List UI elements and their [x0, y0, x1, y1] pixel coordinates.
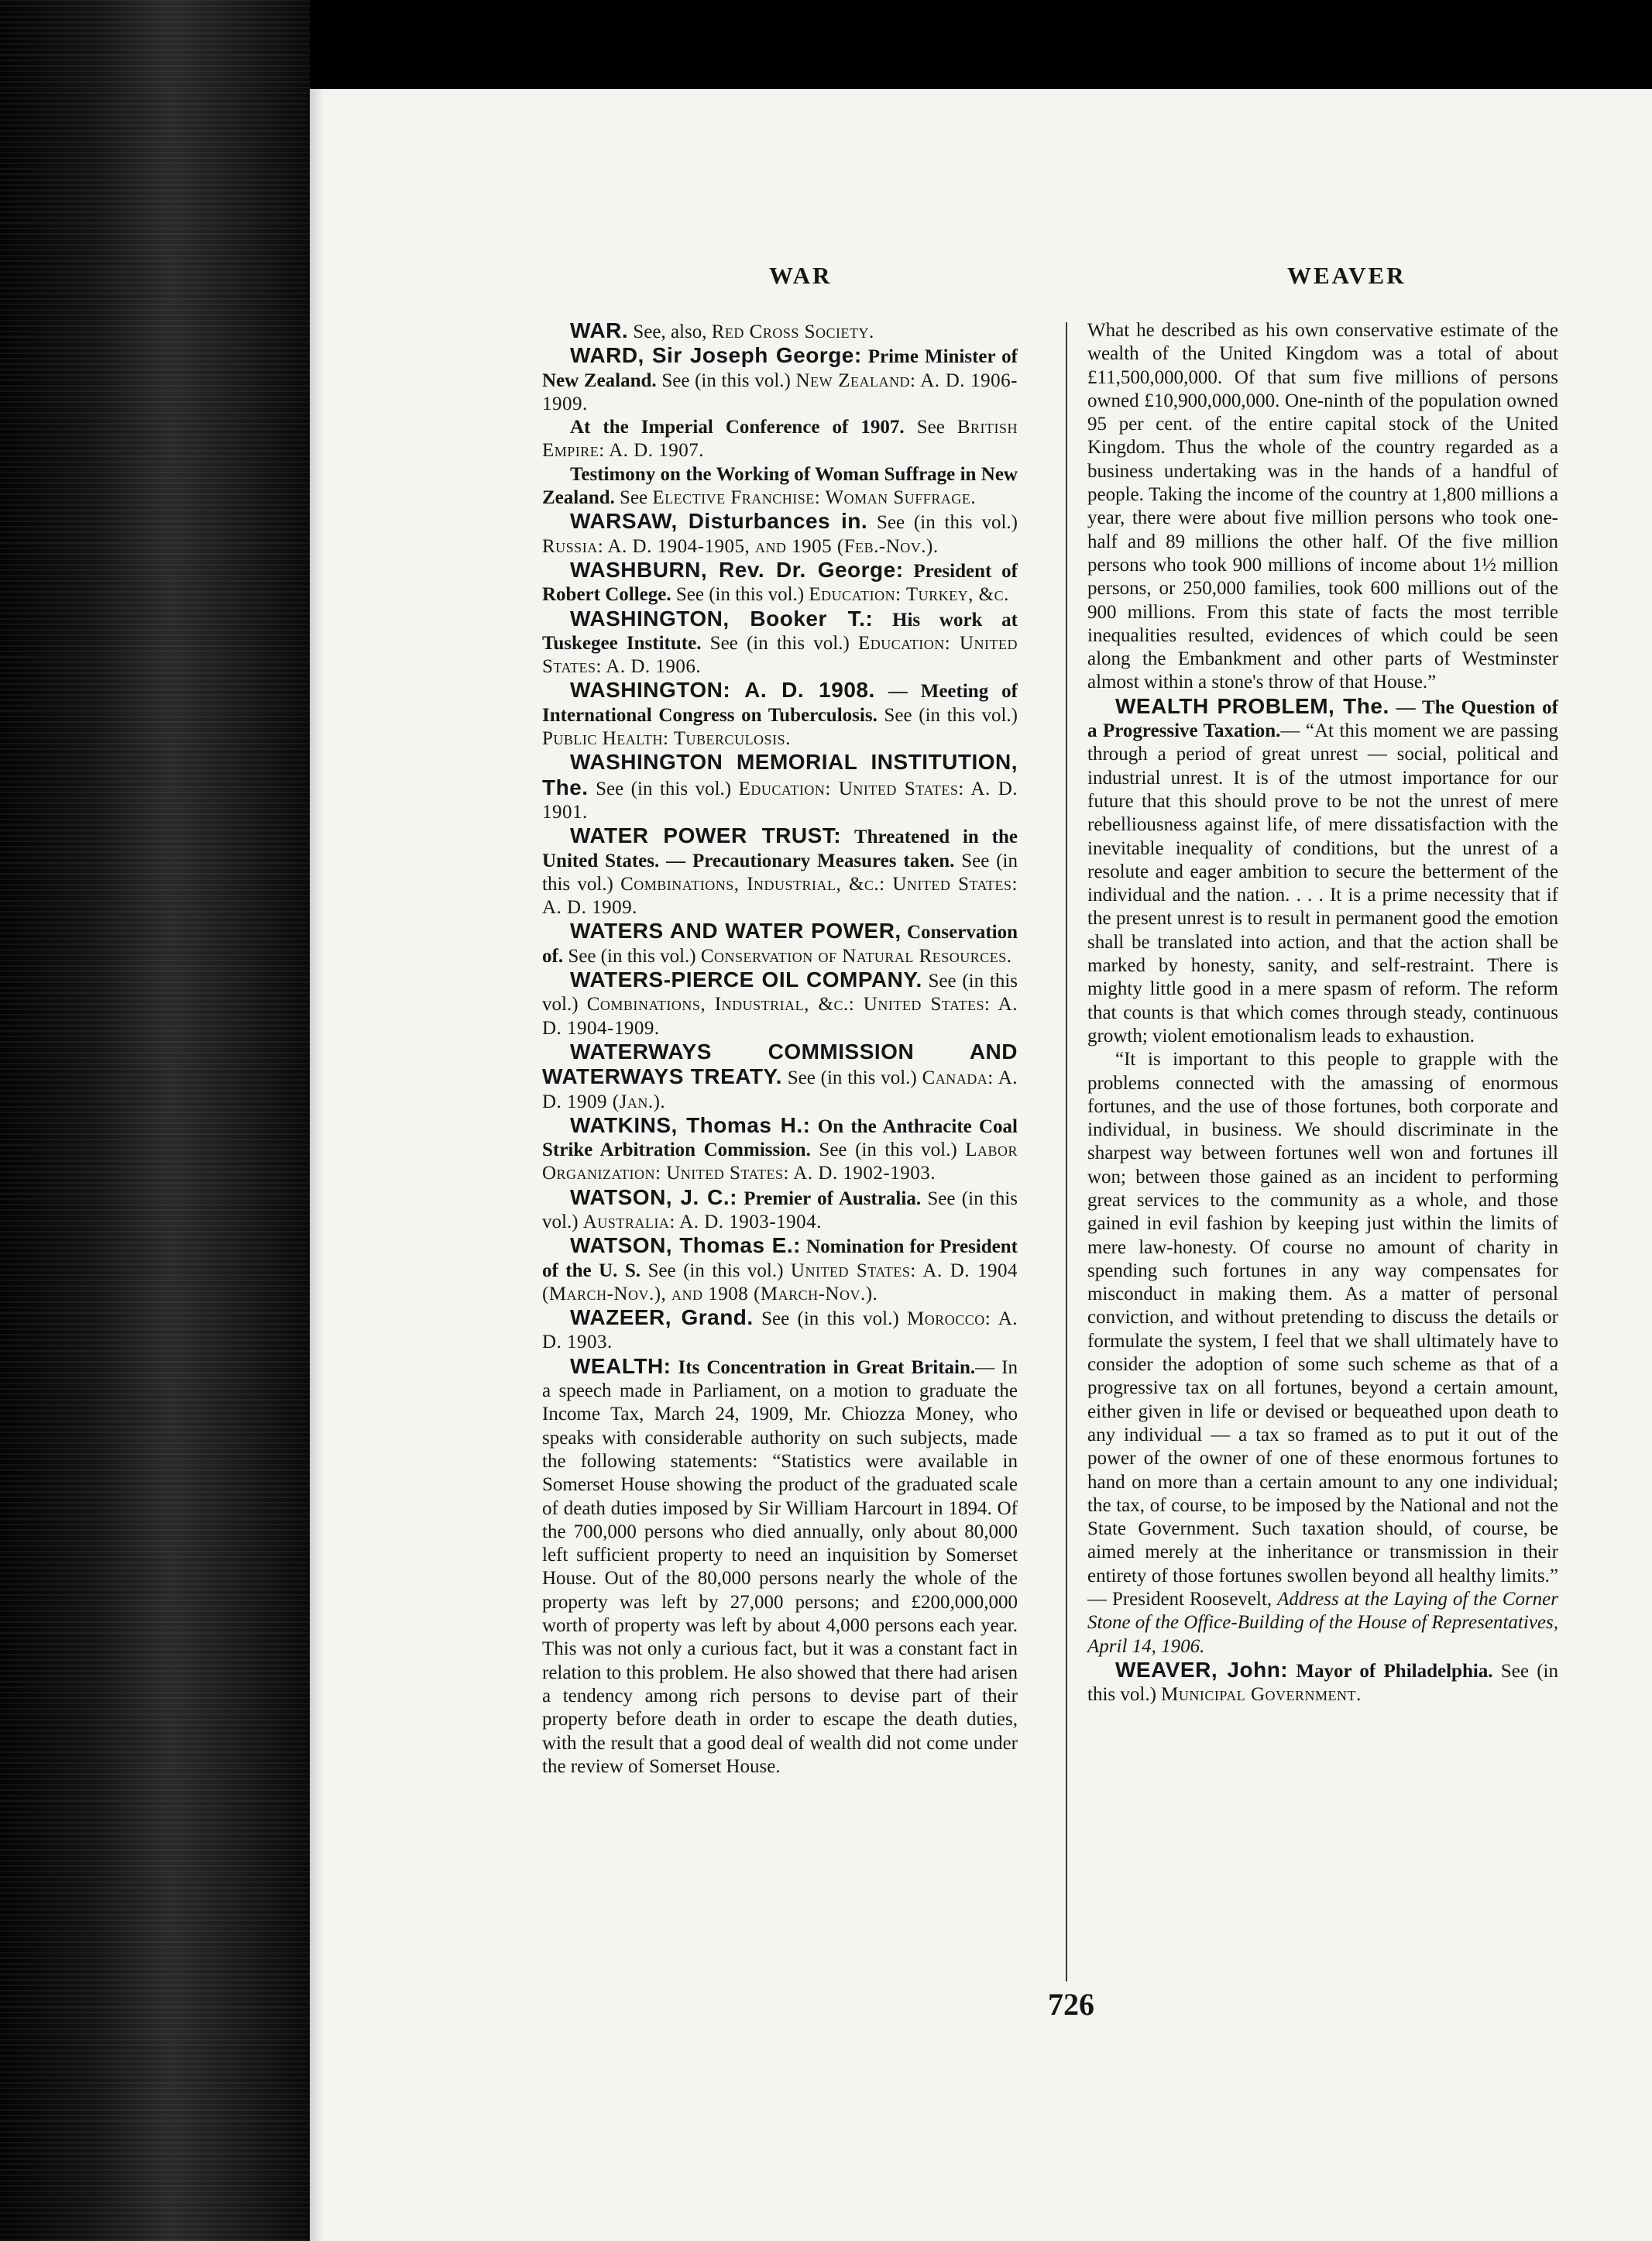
entry-wazeer: WAZEER, Grand. See (in this vol.) Morocco: A. D. 1903. [542, 1305, 1018, 1353]
entry-watkins: WATKINS, Thomas H.: On the Anthracite Coal Strike Arbitration Commission. See (in this vol.) Labor Organization: United States: A. D. 1902-1903. [542, 1112, 1018, 1184]
entry-ward-imperial-conference: At the Imperial Conference of 1907. See British Empire: A. D. 1907. [542, 417, 1018, 462]
scan-dark-margin-texture [0, 0, 310, 2241]
entry-waters-water-power: WATERS AND WATER POWER, Conservation of. See (in this vol.) Conservation of Natural Resources. [542, 919, 1018, 967]
entry-washington-1908: WASHINGTON: A. D. 1908. — Meeting of International Congress on Tuberculosis. See (in this vol.) Public Health: Tuberculosis. [542, 678, 1018, 750]
column-divider [1066, 322, 1067, 1981]
entry-watson-thomas: WATSON, Thomas E.: Nomination for President of the U. S. See (in this vol.) United States: A. D. 1904 (March-Nov.), and 1908 (March-Nov.). [542, 1233, 1018, 1304]
entry-ward: WARD, Sir Joseph George: Prime Minister of New Zealand. See (in this vol.) New Zealand: A. D. 1906-1909. [542, 343, 1018, 414]
entry-wealth-continued: What he described as his own conservative estimate of the wealth of the United Kingdom was a total of about £11,500,000,000. Of that sum five millions of persons owned £10,900,000,000. One-ninth of the population owned 95 per cent. of the entire capital stock of the United Kingdom. Thus the whole of the country regarded as a business undertaking was in the hands of a handful of people. Taking the income of the country at 1,800 millions a year, there were about five million persons who took one-half and 89 millions the other half. Of the five million persons who took 900 millions of income about 1½ million persons, or 250,000 families, took 600 millions out of the 900 millions. From this state of facts the most terrible inequalities resulted, evidences of which could be seen along the Embankment and other parts of Westminster almost within a stone's throw of that House.” [1087, 320, 1558, 693]
entry-washburn: WASHBURN, Rev. Dr. George: President of Robert College. See (in this vol.) Education: Turkey, &c. [542, 557, 1018, 606]
entry-weaver: WEAVER, John: Mayor of Philadelphia. See (in this vol.) Municipal Government. [1087, 1657, 1558, 1706]
entry-wealth: WEALTH: Its Concentration in Great Britain.— In a speech made in Parliament, on a motion to graduate the Income Tax, March 24, 1909, Mr. Chiozza Money, who speaks with considerable authority on such subjects, made the following statements: “Statistics were available in Somerset House showing the product of the graduated scale of death duties imposed by Sir William Harcourt in 1894. Of the 700,000 persons who died annually, only about 80,000 left sufficient property to need an inquisition by Somerset House. Out of the 80,000 persons nearly the whole of the property was left by 27,000 persons; and £200,000,000 worth of property was left by about 4,000 persons each year. This was not only a curious fact, but it was a constant fact in relation to this problem. He also showed that there had arisen a tendency among rich persons to devise part of their property before death in order to escape the death duties, with the result that a good deal of wealth did not come under the review of Somerset House. [542, 1353, 1018, 1777]
entry-wealth-problem-quote: “It is important to this people to grapple with the problems connected with the amassing of enormous fortunes, and the use of those fortunes, both corporate and individual, in business. We should discriminate in the sharpest way between fortunes well won and fortunes ill won; between those gained as an incident to performing great services to the community as a whole, and those gained in evil fashion by keeping just within the limits of mere law-honesty. Of course no amount of charity in spending such fortunes in any way compensates for misconduct in making them. As a matter of personal conviction, and without pretending to discuss the details or formulate the system, I feel that we shall ultimately have to consider the adoption of some such scheme as that of a progressive tax on all fortunes, beyond a certain amount, either given in life or devised or bequeathed upon death to any individual — a tax so framed as to put it out of the power of the owner of one of these enormous fortunes to hand on more than a certain amount to any one individual; the tax, of course, to be imposed by the National and not the State Government. Such taxation should, of course, be aimed merely at the inheritance or transmission in their entirety of those fortunes swollen beyond all healthy limits.” — President Roosevelt, Address at the Laying of the Corner Stone of the Office-Building of the House of Representatives, April 14, 1906. [1087, 1049, 1558, 1657]
left-column [542, 319, 1018, 1779]
entry-watson-jc: WATSON, J. C.: Premier of Australia. See (in this vol.) Australia: A. D. 1903-1904. [542, 1184, 1018, 1232]
page-edge-shadow [310, 89, 324, 2241]
entry-waters-pierce: WATERS-PIERCE OIL COMPANY. See (in this vol.) Combinations, Industrial, &c.: United States: A. D. 1904-1909. [542, 968, 1018, 1039]
entry-waterways: WATERWAYS COMMISSION AND WATERWAYS TREATY. See (in this vol.) Canada: A. D. 1909 (Jan.). [542, 1039, 1018, 1112]
right-column [1087, 319, 1558, 1707]
entry-water-power-trust: WATER POWER TRUST: Threatened in the United States. — Precautionary Measures taken. See (in this vol.) Combinations, Industrial, &c.: United States: A. D. 1909. [542, 823, 1018, 919]
page-number: 726 [1048, 1987, 1094, 2022]
entry-war: WAR. See, also, Red Cross Society. [570, 318, 874, 342]
entry-washington-memorial: WASHINGTON MEMORIAL INSTITUTION, The. See (in this vol.) Education: United States: A. D. 1901. [542, 750, 1018, 823]
entry-ward-woman-suffrage: Testimony on the Working of Woman Suffrage in New Zealand. See Elective Franchise: Woman Suffrage. [542, 463, 1018, 509]
running-head-right: WEAVER [1287, 262, 1406, 289]
entry-washington-booker: WASHINGTON, Booker T.: His work at Tuskegee Institute. See (in this vol.) Education: United States: A. D. 1906. [542, 606, 1018, 678]
entry-wealth-problem: WEALTH PROBLEM, The. — The Question of a Progressive Taxation.— “At this moment we are passing through a period of great unrest — social, political and industrial unrest. It is of the utmost importance for our future that this should prove to be not the unrest of mere rebelliousness against life, of mere dissatisfaction with the inevitable inequality of conditions, but the unrest of a resolute and eager ambition to secure the betterment of the individual and the nation. . . . It is a prime necessity that if the present unrest is to result in permanent good the emotion shall be translated into action, and that the action shall be marked by honesty, sanity, and self-restraint. There is mighty little good in a mere spasm of reform. The reform that counts is that which comes through steady, continuous growth; violent emotionalism leads to exhaustion. [1087, 693, 1558, 1047]
entry-warsaw: WARSAW, Disturbances in. See (in this vol.) Russia: A. D. 1904-1905, and 1905 (Feb.-Nov.). [542, 509, 1018, 557]
running-head-left: WAR [769, 262, 833, 289]
